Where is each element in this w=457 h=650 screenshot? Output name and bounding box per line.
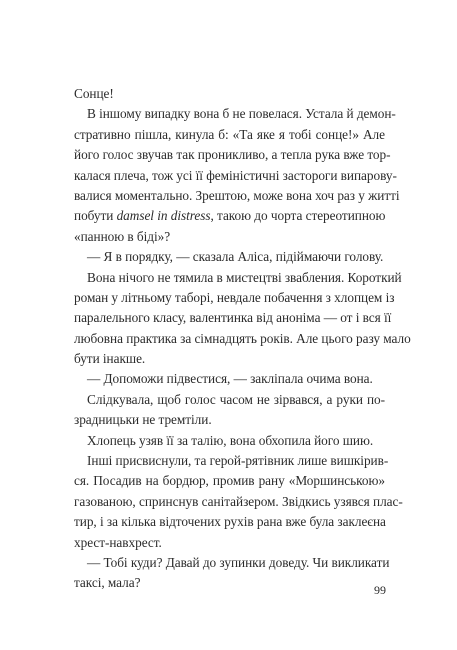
text-line: Слідкувала, щоб голос часом не зірвався, а руки по-: [87, 391, 385, 407]
text-line: Інші присвиснули, та герой-рятівник лише вишкірив-: [87, 453, 389, 469]
text-line: Сонце!: [74, 86, 114, 101]
body-text: [74, 84, 411, 594]
text-line: любовна практика за сімнадцять років. Але цього разу мало: [74, 330, 411, 346]
text-line: ся. Посадив на бордюр, промив рану «Моршинською»: [74, 473, 385, 489]
text-line: його голос звучав так проникливо, а тепла рука вже тор-: [74, 147, 391, 163]
text-line: — Допоможи підвестися, — закліпала очима вона.: [87, 371, 373, 387]
text-line: стративно пішла, кинула б: «Та яке я тобі сонце!» Але: [74, 126, 385, 142]
italic-phrase: damsel in distress: [116, 208, 211, 224]
text-line: бути інакше.: [74, 351, 146, 367]
text-line: Хлопець узяв її за талію, вона обхопила його шию.: [87, 432, 374, 448]
text-fragment: побути: [74, 208, 117, 224]
text-line: — Тобі куди? Давай до зупинки доведу. Чи викликати: [87, 554, 390, 570]
text-line: таксі, мала?: [74, 575, 141, 591]
text-fragment: , такою до чорта стереотипною: [210, 208, 386, 224]
text-line: тир, і за кілька відточених рухів рана вже була заклеєна: [74, 514, 386, 530]
text-line: В іншому випадку вона б не повелася. Устала й демон-: [87, 106, 396, 122]
text-line: роман у літньому таборі, невдале побачення з хлопцем із: [74, 289, 395, 305]
page-number: 99: [374, 583, 386, 597]
text-line: [74, 206, 385, 226]
text-line: хрест-навхрест.: [74, 534, 162, 550]
text-line: паралельного класу, валентинка від аноніма — от і вся її: [74, 310, 392, 326]
text-line: валися моментально. Зрештою, може вона хоч раз у житті: [74, 187, 400, 203]
text-line: калася плеча, тож усі її феміністичні застороги випарову-: [74, 167, 397, 183]
text-line: зрадницьки не тремтіли.: [74, 412, 212, 428]
text-line: Вона нічого не тямила в мистецтві звабления. Короткий: [87, 269, 402, 285]
text-line: — Я в порядку, — сказала Аліса, підіймаючи голову.: [87, 249, 384, 265]
text-line: «панною в біді»?: [74, 228, 171, 244]
text-line: газованою, спринснув санітайзером. Звідкись узявся плас-: [74, 493, 403, 509]
